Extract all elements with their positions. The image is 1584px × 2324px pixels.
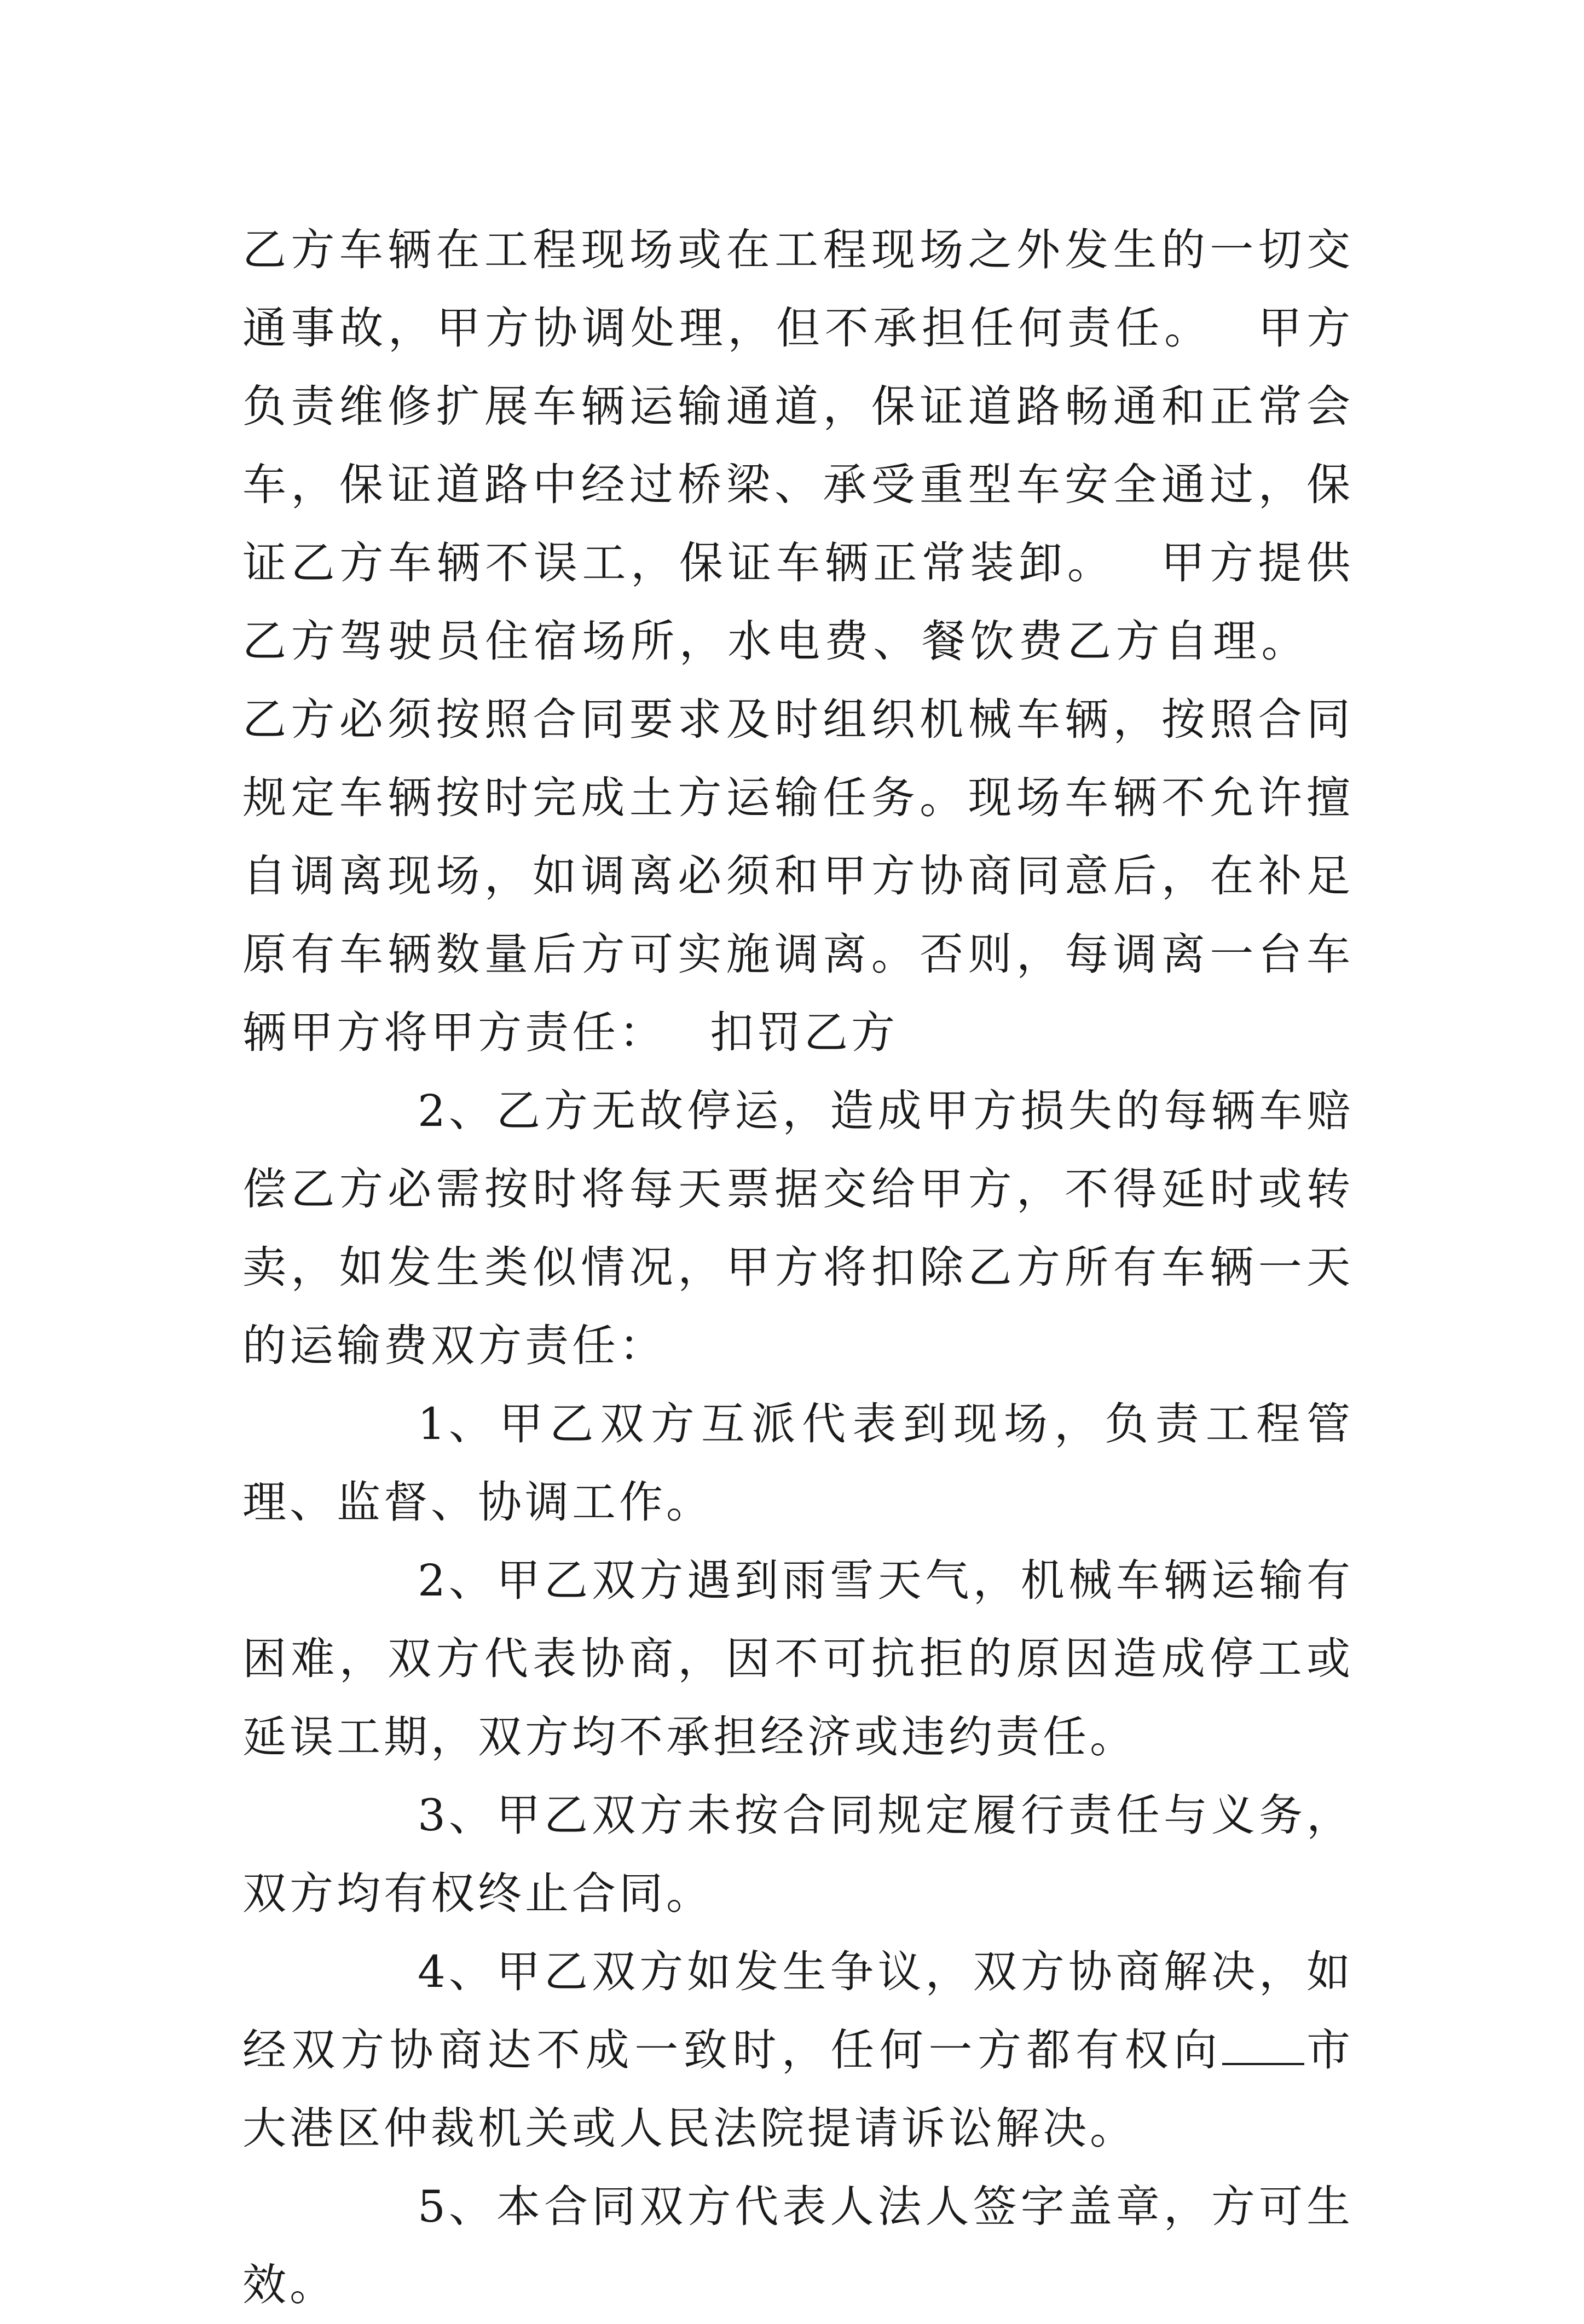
intro-part-4: 乙方必须按照合同要求及时组织机械车辆，按照合同规定车辆按时完成土方运输任务。现场车辆不允许擅自调离现场，如调离必须和甲方协商同意后，在补足原有车辆数量后方可实施调离。否则，每调离一台车辆甲方将甲方责任： bbox=[242, 694, 1354, 1058]
clause-2a bbox=[242, 1072, 1354, 1385]
clause-number: 4、 bbox=[418, 1946, 496, 1997]
clause-number: 1、 bbox=[418, 1398, 496, 1449]
clause-number: 2、 bbox=[418, 1085, 496, 1136]
responsibility-item-3 bbox=[242, 1776, 1354, 1933]
document-body bbox=[242, 211, 1354, 2324]
clause-text: 甲乙双方互派代表到现场，负责工程管理、监督、协调工作。 bbox=[242, 1398, 1354, 1528]
clause-text: 本合同双方代表人法人签字盖章，方可生效。 bbox=[242, 2181, 1354, 2310]
intro-paragraph bbox=[242, 211, 1354, 1072]
clause-text-before-blank: 甲乙双方如发生争议，双方协商解决，如经双方协商达不成一致时，任何一方都有权向 bbox=[242, 1946, 1354, 2076]
clause-text-after-blank: 市大港区仲裁机关或人民法院提请诉讼解决。 bbox=[242, 2025, 1354, 2154]
clause-text: 甲乙双方遇到雨雪天气，机械车辆运输有困难，双方代表协商，因不可抗拒的原因造成停工或延误工期，双方均不承担经济或违约责任。 bbox=[242, 1555, 1354, 1762]
intro-part-3: 甲方提供乙方驾驶员住宿场所，水电费、餐饮费乙方自理。 bbox=[242, 537, 1354, 667]
clause-number: 3、 bbox=[418, 1790, 496, 1841]
clause-text: 甲乙双方未按合同规定履行责任与义务，双方均有权终止合同。 bbox=[242, 1790, 1354, 1919]
intro-part-2: 甲方负责维修扩展车辆运输通道，保证道路畅通和正常会车，保证道路中经过桥梁、承受重型车安全通过，保证乙方车辆不误工，保证车辆正常装卸。 bbox=[242, 303, 1354, 588]
clause-number: 2、 bbox=[418, 1555, 496, 1606]
intro-part-5: 扣罚乙方 bbox=[710, 1007, 898, 1058]
responsibility-item-1 bbox=[242, 1385, 1354, 1541]
responsibility-item-5 bbox=[242, 2167, 1354, 2324]
responsibility-item-2 bbox=[242, 1541, 1354, 1776]
clause-number: 5、 bbox=[418, 2181, 496, 2232]
fill-in-blank bbox=[1222, 2025, 1304, 2065]
responsibility-item-4 bbox=[242, 1933, 1354, 2167]
clause-text: 乙方无故停运，造成甲方损失的每辆车赔偿乙方必需按时将每天票据交给甲方，不得延时或转卖，如发生类似情况，甲方将扣除乙方所有车辆一天的运输费双方责任： bbox=[242, 1085, 1354, 1371]
intro-part-1: 乙方车辆在工程现场或在工程现场之外发生的一切交通事故，甲方协调处理，但不承担任何责任。 bbox=[242, 224, 1354, 354]
